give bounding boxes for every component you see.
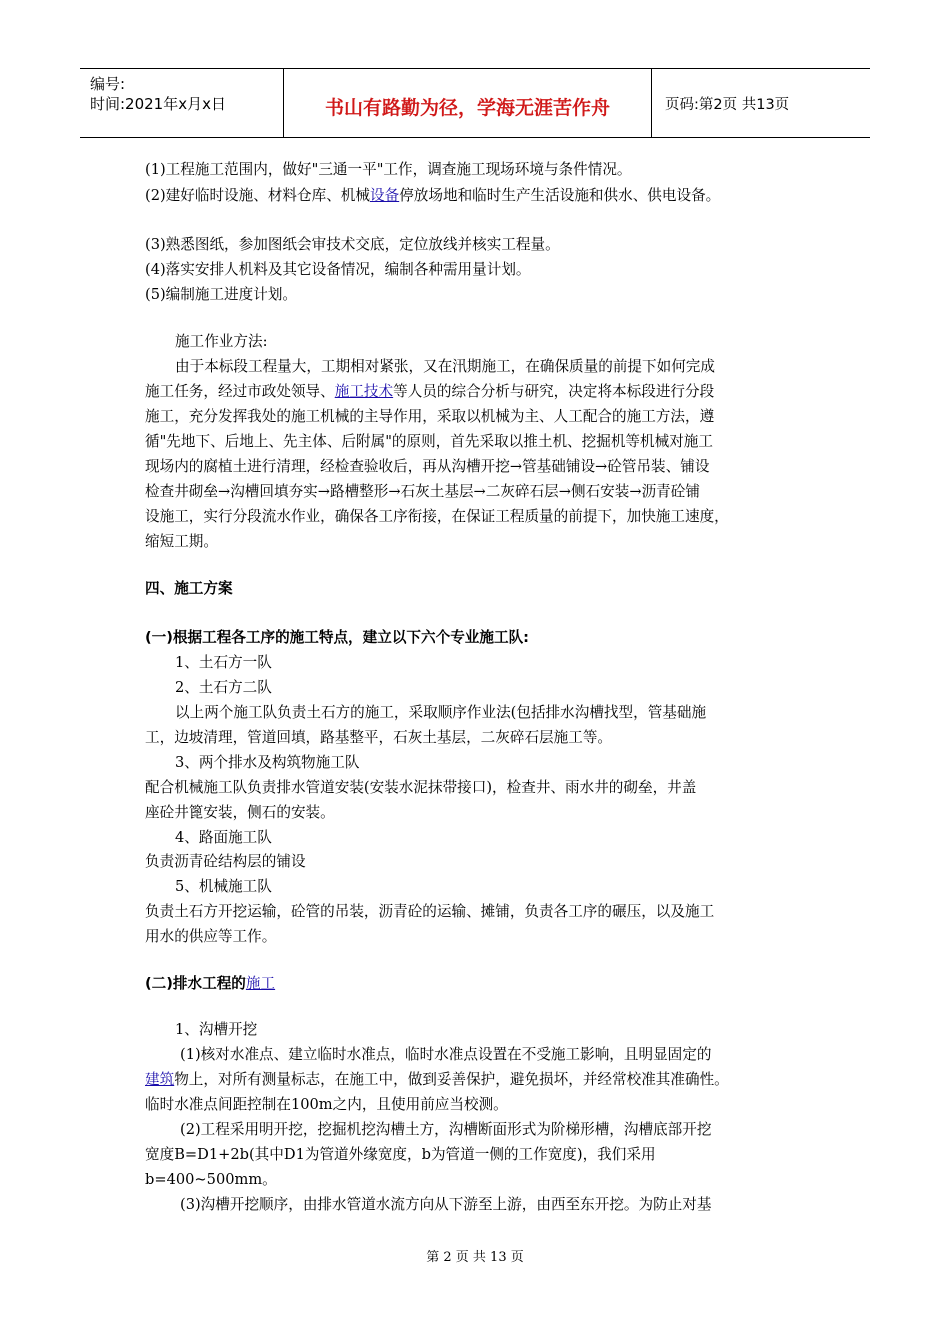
- team-1: 1、土石方一队: [175, 654, 272, 671]
- header-motto: 书山有路勤为径，学海无涯苦作舟: [284, 69, 652, 137]
- section-4-sub-2-text: (二)排水工程的: [145, 975, 246, 992]
- drain-2-line-3: b=400~500mm。: [145, 1171, 277, 1188]
- team-2: 2、土石方二队: [175, 679, 272, 696]
- prep-item-2-text-b: 停放场地和临时生产生活设施和供水、供电设备。: [399, 187, 721, 204]
- drain-3-line-1: (3)沟槽开挖顺序，由排水管道水流方向从下游至上游，由西至东开挖。为防止对基: [180, 1196, 712, 1213]
- link-equipment[interactable]: 设备: [370, 187, 400, 204]
- method-title: 施工作业方法:: [175, 333, 268, 350]
- drain-step-1: 1、沟槽开挖: [175, 1021, 258, 1038]
- method-line-5: 现场内的腐植土进行清理，经检查验收后，再从沟槽开挖→管基础铺设→砼管吊装、铺设: [145, 458, 710, 475]
- team-5-desc-1: 负责土石方开挖运输，砼管的吊装，沥青砼的运输、摊铺，负责各工序的碾压，以及施工: [145, 903, 715, 920]
- team-5-desc-2: 用水的供应等工作。: [145, 928, 277, 945]
- team-3-desc-1: 配合机械施工队负责排水管道安装(安装水泥抹带接口)，检查井、雨水井的砌垒，井盖: [145, 779, 697, 796]
- team-3: 3、两个排水及构筑物施工队: [175, 754, 360, 771]
- drain-1-line-1: (1)核对水准点、建立临时水准点，临时水准点设置在不受施工影响，且明显固定的: [180, 1046, 712, 1063]
- page-header: [80, 68, 870, 138]
- link-construction[interactable]: 施工: [245, 975, 276, 992]
- link-construction-tech[interactable]: 施工技术: [334, 383, 394, 400]
- prep-item-5: (5)编制施工进度计划。: [145, 286, 298, 303]
- prep-item-1: (1)工程施工范围内，做好"三通一平"工作，调查施工现场环境与条件情况。: [145, 161, 632, 178]
- drain-2-line-1: (2)工程采用明开挖，挖掘机挖沟槽土方，沟槽断面形式为阶梯形槽，沟槽底部开挖: [180, 1121, 712, 1138]
- team-5: 5、机械施工队: [175, 878, 272, 895]
- method-line-7: 设施工，实行分段流水作业，确保各工序衔接，在保证工程质量的前提下，加快施工速度，: [145, 508, 729, 525]
- code-label: 编号:: [90, 75, 126, 93]
- drain-2-line-2: 宽度B=D1+2b(其中D1为管道外缘宽度，b为管道一侧的工作宽度)，我们采用: [145, 1146, 656, 1163]
- team-12-desc-1: 以上两个施工队负责土石方的施工，采取顺序作业法(包括排水沟槽找型，管基础施: [175, 704, 707, 721]
- section-4-sub-2: [145, 974, 275, 994]
- prep-item-2-text-a: (2)建好临时设施、材料仓库、机械: [145, 187, 370, 204]
- header-page-info: 页码:第2页 共13页: [665, 96, 790, 113]
- method-line-6: 检查井砌垒→沟槽回填夯实→路槽整形→石灰土基层→二灰碎石层→侧石安装→沥青砼铺: [145, 483, 700, 500]
- section-4-title: 四、施工方案: [145, 580, 233, 597]
- team-4: 4、路面施工队: [175, 829, 272, 846]
- method-line-4: 循"先地下、后地上、先主体、后附属"的原则，首先采取以推土机、挖掘机等机械对施工: [145, 433, 713, 450]
- drain-1-line-3: 临时水准点间距控制在100m之内，且使用前应当校测。: [145, 1096, 508, 1113]
- method-line-2-text-b: 等人员的综合分析与研究，决定将本标段进行分段: [393, 383, 715, 400]
- section-4-sub-1: (一)根据工程各工序的施工特点，建立以下六个专业施工队:: [145, 629, 530, 646]
- method-line-1: 由于本标段工程量大，工期相对紧张，又在汛期施工，在确保质量的前提下如何完成: [175, 358, 715, 375]
- team-4-desc: 负责沥青砼结构层的铺设: [145, 853, 306, 870]
- prep-item-3: (3)熟悉图纸，参加图纸会审技术交底，定位放线并核实工程量。: [145, 236, 560, 253]
- method-line-2: [145, 382, 714, 402]
- team-3-desc-2: 座砼井篦安装，侧石的安装。: [145, 804, 335, 821]
- page-footer: 第 2 页 共 13 页: [426, 1250, 524, 1265]
- drain-1-line-2-text: 物上，对所有测量标志，在施工中，做到妥善保护，避免损坏，并经常校准其准确性。: [174, 1071, 729, 1088]
- method-line-8: 缩短工期。: [145, 533, 218, 550]
- team-12-desc-2: 工，边坡清理，管道回填，路基整平，石灰土基层，二灰碎石层施工等。: [145, 729, 613, 746]
- header-meta: [80, 69, 284, 137]
- method-line-2-text-a: 施工任务，经过市政处领导、: [145, 383, 335, 400]
- drain-1-line-2: [145, 1070, 729, 1090]
- method-line-3: 施工，充分发挥我处的施工机械的主导作用，采取以机械为主、人工配合的施工方法，遵: [145, 408, 715, 425]
- time-label: 时间:2021年x月x日: [90, 95, 226, 113]
- prep-item-4: (4)落实安排人机料及其它设备情况，编制各种需用量计划。: [145, 261, 531, 278]
- prep-item-2: [145, 186, 720, 206]
- link-building[interactable]: 建筑: [145, 1071, 175, 1088]
